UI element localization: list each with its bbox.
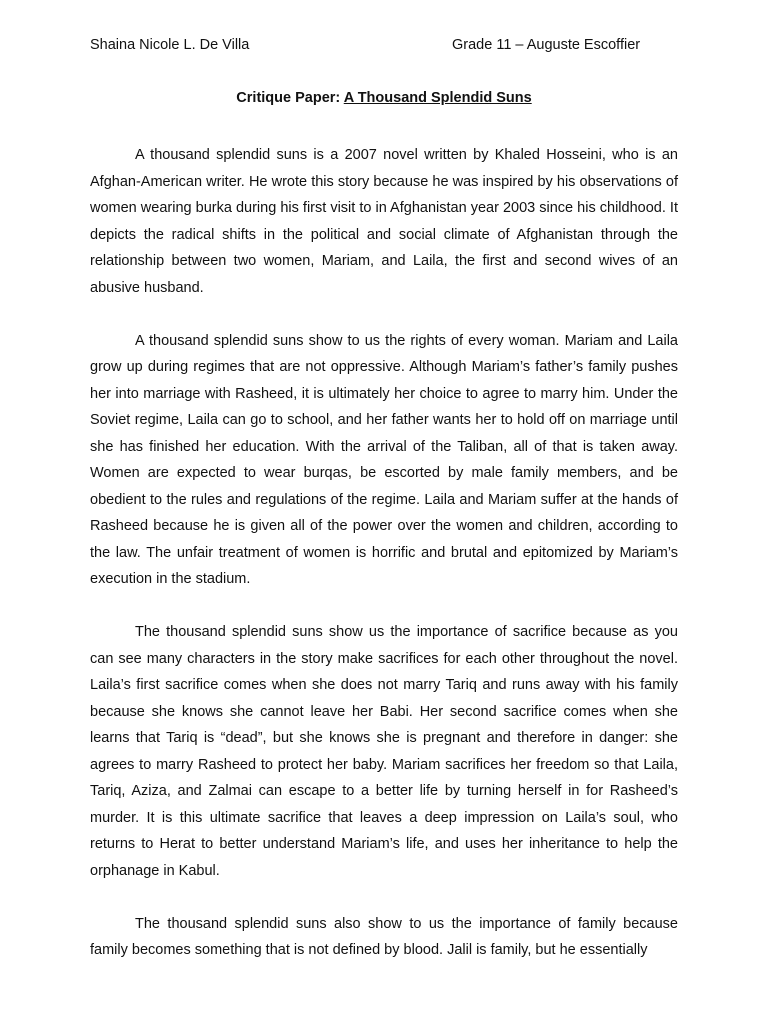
paragraph-2: A thousand splendid suns show to us the rights of every woman. Mariam and Laila grow up during regimes that are not oppressive. Although Mariam’s father’s family pushes her into marriage with Rasheed, it is ultimately her choice to agree to marry him. Under the Soviet regime, Laila can go to school, and her father wants her to hold off on marriage until she has finished her education. With the arrival of the Taliban, all of that is taken away. Women are expected to wear burqas, be escorted by male family members, and be obedient to the rules and regulations of the regime. Laila and Mariam suffer at the hands of Rasheed because he is given all of the power over the women and children, according to the law. The unfair treatment of women is horrific and brutal and epitomized by Mariam’s execution in the stadium. bbox=[90, 332, 678, 587]
grade-section: Grade 11 – Auguste Escoffier bbox=[452, 37, 641, 53]
paragraph-3: The thousand splendid suns show us the importance of sacrifice because as you can see many characters in the story make sacrifices for each other throughout the novel. Laila’s first sacrifice comes when she does not marry Tariq and runs away with his family because she knows she cannot leave her Babi. Her second sacrifice comes when she learns that Tariq is “dead”, but she knows she is pregnant and therefore in danger: she agrees to marry Rasheed to protect her baby. Mariam sacrifices her freedom so that Laila, Tariq, Aziza, and Zalmai can escape to a better life by turning herself in for Rasheed’s murder. It is this ultimate sacrifice that leaves a deep impression on Laila’s soul, who returns to Herat to better understand Mariam’s life, and uses her inheritance to help the orphanage in Kabul. bbox=[90, 624, 678, 879]
page-title bbox=[0, 90, 768, 106]
title-prefix: Critique Paper: bbox=[236, 90, 344, 106]
paragraph-4: The thousand splendid suns also show to us the importance of family because family becomes something that is not defined by blood. Jalil is family, but he essentially bbox=[90, 915, 678, 958]
author-name: Shaina Nicole L. De Villa bbox=[90, 37, 250, 53]
book-title: A Thousand Splendid Suns bbox=[343, 90, 532, 106]
essay-body bbox=[90, 142, 678, 990]
paragraph-1: A thousand splendid suns is a 2007 novel written by Khaled Hosseini, who is an Afghan-American writer. He wrote this story because he was inspired by his observations of women wearing burka during his first visit to in Afghanistan year 2003 since his childhood. It depicts the radical shifts in the political and social climate of Afghanistan through the relationship between two women, Mariam, and Laila, the first and second wives of an abusive husband. bbox=[90, 147, 678, 296]
